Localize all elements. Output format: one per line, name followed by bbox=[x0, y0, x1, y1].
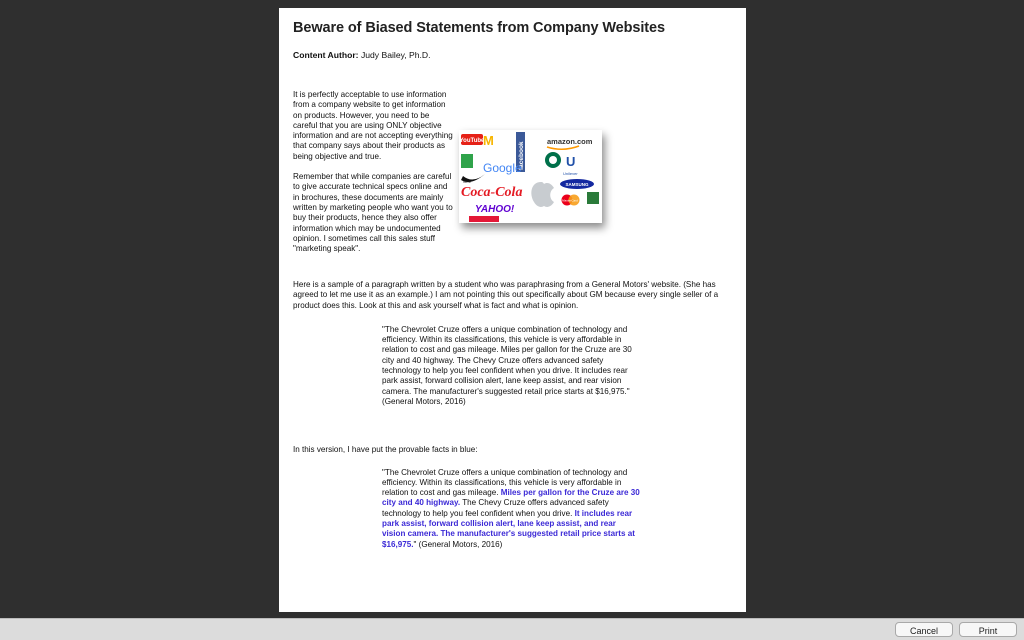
quote-highlighted bbox=[382, 468, 640, 550]
fact-highlight: It includes rear park assist, forward collision alert, lane keep assist, and rear vision camera. The manufacturer's suggested retail price starts at $16,975. bbox=[382, 508, 635, 549]
fact-highlight: Miles per gallon for the Cruze are 30 city and 40 highway. bbox=[382, 488, 640, 508]
green-square-logo bbox=[587, 192, 599, 204]
green-logo bbox=[461, 154, 473, 168]
intro-paragraph-1: It is perfectly acceptable to use information from a company website to get information on products. However, you need to be careful that you are using ONLY objective information and are not accepting everything that company says about their products as being objective and true. bbox=[293, 90, 453, 161]
author-name: Judy Bailey, Ph.D. bbox=[360, 50, 431, 60]
content-author bbox=[293, 50, 732, 60]
logo-word: YouTube bbox=[459, 138, 485, 144]
print-dialog-bar bbox=[0, 618, 1024, 640]
logo-word: facebook bbox=[518, 141, 525, 170]
logo-word: Google bbox=[483, 161, 522, 175]
logo-word: YAHOO! bbox=[475, 204, 515, 215]
blue-version-intro: In this version, I have put the provable facts in blue: bbox=[293, 445, 478, 455]
mcdonalds-logo: M bbox=[483, 133, 494, 148]
company-logos-image bbox=[459, 130, 602, 223]
author-label: Content Author: bbox=[293, 50, 359, 60]
intro-text bbox=[293, 90, 453, 264]
logo-collage bbox=[459, 130, 602, 223]
red-logo bbox=[469, 216, 499, 222]
print-button[interactable]: Print bbox=[959, 622, 1017, 637]
quote-text: The Chevy Cruze offers advanced safety technology to help you feel confident when you drive. bbox=[382, 498, 609, 518]
page-title: Beware of Biased Statements from Company Websites bbox=[293, 20, 665, 36]
print-preview-page bbox=[279, 8, 746, 612]
logo-word: amazon.com bbox=[547, 137, 593, 146]
logo-word: MasterCard bbox=[562, 198, 578, 203]
sample-intro-paragraph: Here is a sample of a paragraph written by a student who was paraphrasing from a General Motors' website. (She has agreed to let me use it as an example.) I am not pointing this out specifically about GM because every single seller of a product does this. Look at this and ask yourself what is fact and what is opinion. bbox=[293, 280, 719, 310]
logo-word: Coca-Cola bbox=[461, 185, 523, 200]
logo-word: Unilever bbox=[563, 171, 578, 176]
quote-text: "The Chevrolet Cruze offers a unique combination of technology and efficiency. Within its classifications, this vehicle is very affordable in relation to cost and gas mileage. bbox=[382, 467, 628, 498]
logo-word: SAMSUNG bbox=[565, 182, 589, 187]
cancel-button[interactable]: Cancel bbox=[895, 622, 953, 637]
quote-text: " (General Motors, 2016) bbox=[413, 539, 503, 549]
intro-section bbox=[293, 90, 732, 280]
logo-word: NIKE bbox=[463, 180, 472, 184]
intro-paragraph-2: Remember that while companies are careful to give accurate technical specs online and in brochures, these documents are mainly written by marketing people who want you to buy their products, hence they also offer information which may be undocumented opinion. I sometimes call this sales stuff "marketing speak". bbox=[293, 172, 453, 254]
unilever-logo: U bbox=[566, 154, 576, 169]
quote-original: "The Chevrolet Cruze offers a unique combination of technology and efficiency. Within its classifications, this vehicle is very affordable in relation to cost and gas mileage. Miles per gallon for the Cruze are 30 city and 40 highway. The Chevy Cruze offers advanced safety technology to help you feel confident when you drive. It includes rear park assist, forward collision alert, lane keep assist, and rear vision camera. The manufacturer's suggested retail price starts at $16,975." (General Motors, 2016) bbox=[382, 324, 632, 406]
